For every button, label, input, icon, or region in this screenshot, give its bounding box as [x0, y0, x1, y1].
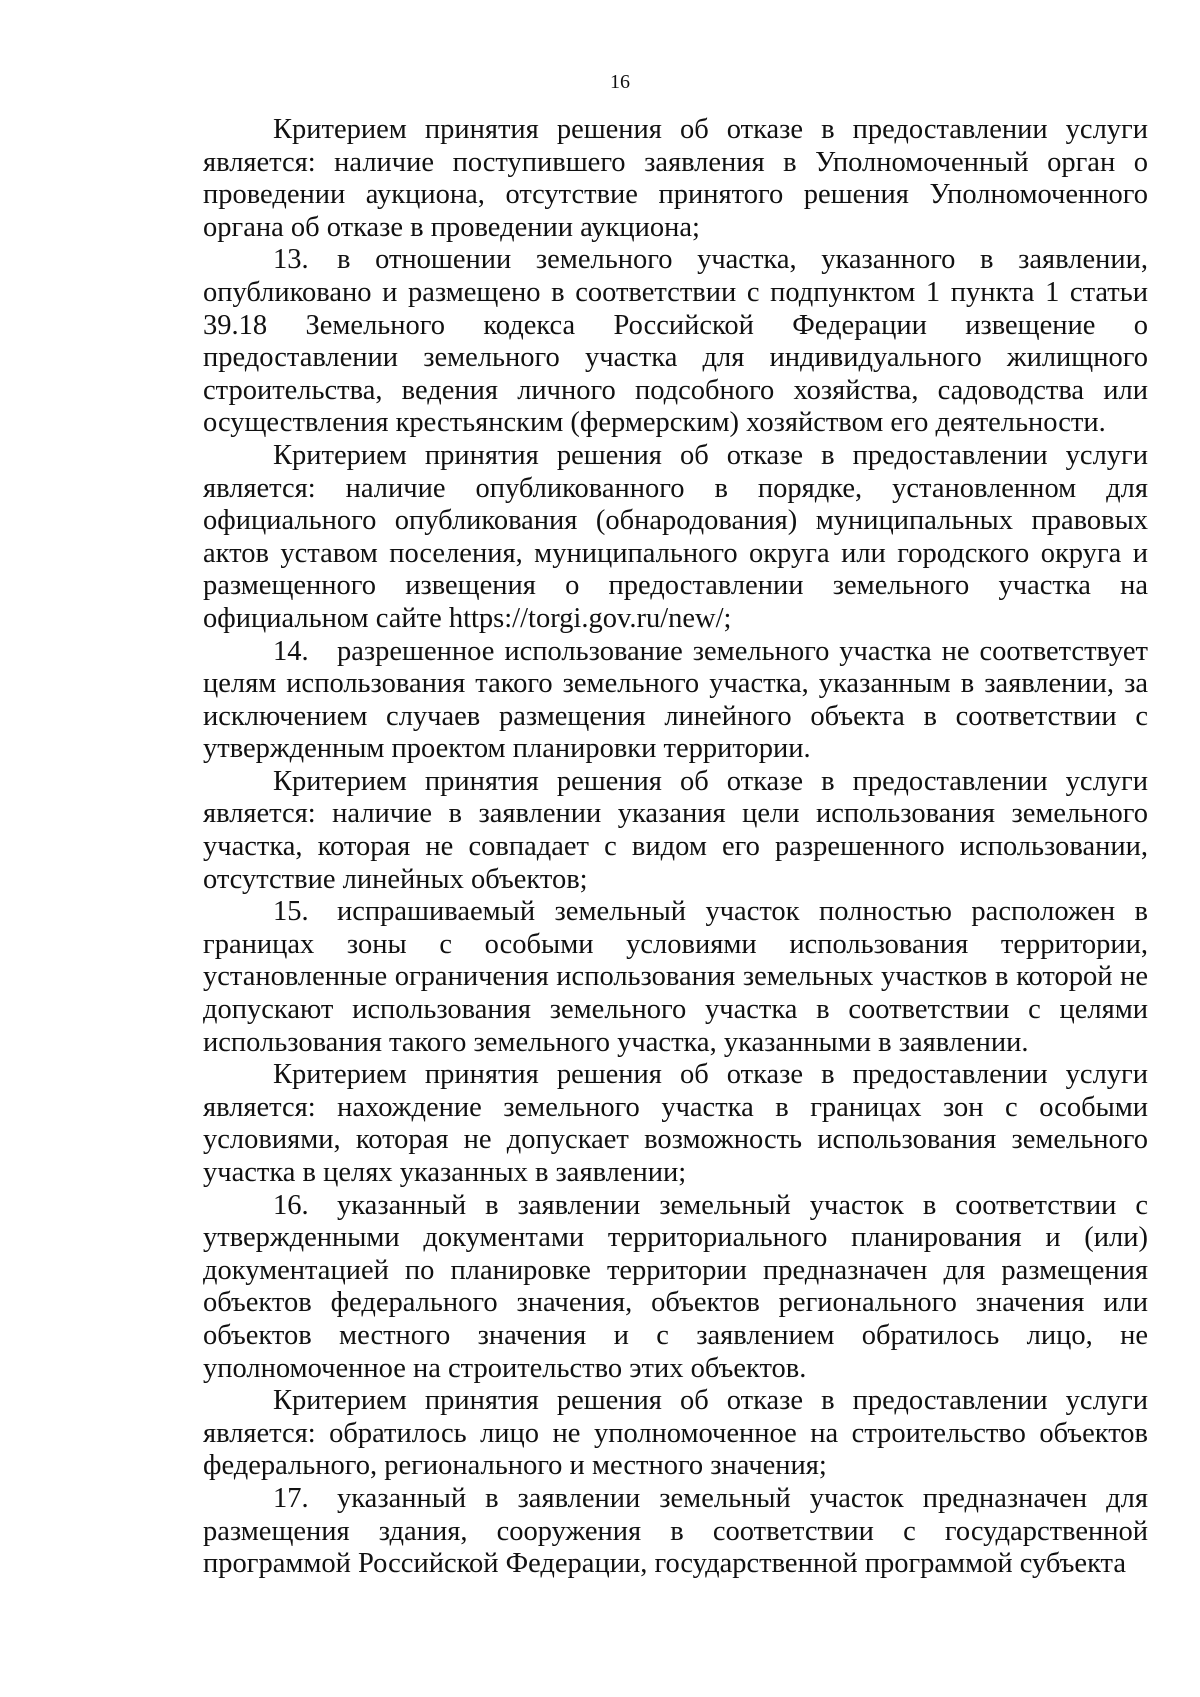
document-body — [203, 114, 1148, 1581]
item-number: 15. — [273, 896, 309, 928]
item-number: 17. — [273, 1482, 309, 1514]
item-number: 16. — [273, 1189, 309, 1221]
list-item-13 — [203, 244, 1148, 440]
item-number: 13. — [273, 244, 309, 276]
paragraph-text: Критерием принятия решения об отказе в предоставлении услуги является: обратилось лицо не уполномоченное на строительство объектов федерального, регионального и местного значения; — [203, 1385, 1148, 1482]
paragraph-criterion — [203, 766, 1148, 896]
paragraph-text: Критерием принятия решения об отказе в предоставлении услуги является: наличие поступившего заявления в Уполномоченный орган о проведении аукциона, отсутствие принятого решения Уполномоченного органа об отказе в проведении аукциона; — [203, 114, 1148, 243]
paragraph-text: разрешенное использование земельного участка не соответствует целям использования такого земельного участка, указанным в заявлении, за исключением случаев размещения линейного объекта в соответствии с утвержденным проектом планировки территории. — [203, 635, 1148, 765]
paragraph-text: Критерием принятия решения об отказе в предоставлении услуги является: нахождение земельного участка в границах зон с особыми условиями, которая не допускает возможность использования земельного участка в целях указанных в заявлении; — [203, 1059, 1148, 1188]
paragraph-text: Критерием принятия решения об отказе в предоставлении услуги является: наличие в заявлении указания цели использования земельного участка, которая не совпадает с видом его разрешенного использовании, отсутствие линейных объектов; — [203, 765, 1148, 895]
paragraph-text: указанный в заявлении земельный участок в соответствии с утвержденными документами территориального планирования и (или) документацией по планировке территории предназначен для размещения объектов федерального значения, объектов регионального значения или объектов местного значения и с заявлением обратилось лицо, не уполномоченное на строительство этих объектов. — [203, 1189, 1148, 1384]
paragraph-text: Критерием принятия решения об отказе в предоставлении услуги является: наличие опубликованного в порядке, установленном для официального опубликования (обнародования) муниципальных правовых актов уставом поселения, муниципального округа или городского округа и размещенного извещения о предоставлении земельного участка на официальном сайте https://torgi.gov.ru/new/; — [203, 439, 1148, 634]
paragraph-text: испрашиваемый земельный участок полностью расположен в границах зоны с особыми условиями использования территории, установленные ограничения использования земельных участков в которой не допускают использования земельного участка в соответствии с целями использования такого земельного участка, указанными в заявлении. — [203, 896, 1148, 1058]
list-item-17 — [203, 1483, 1148, 1581]
list-item-15 — [203, 896, 1148, 1059]
paragraph-criterion — [203, 1059, 1148, 1189]
paragraph-criterion — [203, 1385, 1148, 1483]
page-number: 16 — [610, 71, 630, 93]
list-item-16 — [203, 1190, 1148, 1386]
paragraph-criterion — [203, 440, 1148, 636]
item-number: 14. — [273, 635, 309, 667]
paragraph-text: указанный в заявлении земельный участок предназначен для размещения здания, сооружения в соответствии с государственной программой Российской Федерации, государственной программой субъекта — [203, 1482, 1148, 1580]
paragraph-text: в отношении земельного участка, указанного в заявлении, опубликовано и размещено в соответствии с подпунктом 1 пункта 1 статьи 39.18 Земельного кодекса Российской Федерации извещение о предоставлении земельного участка для индивидуального жилищного строительства, ведения личного подсобного хозяйства, садоводства или осуществления крестьянским (фермерским) хозяйством его деятельности. — [203, 244, 1148, 439]
list-item-14 — [203, 636, 1148, 766]
paragraph-criterion — [203, 114, 1148, 244]
